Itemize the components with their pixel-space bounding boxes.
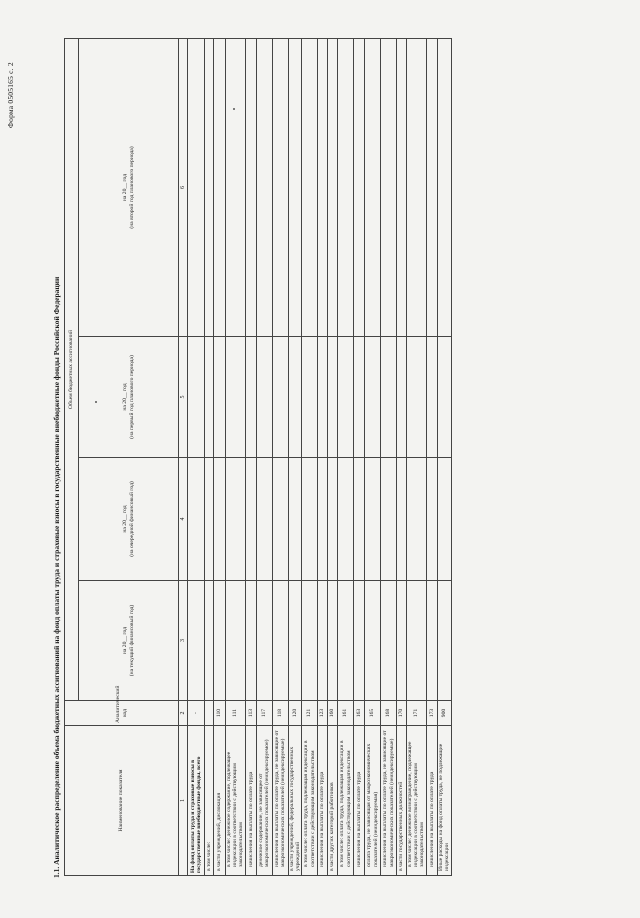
value-cell[interactable] [245,458,256,581]
table-row [381,39,397,876]
column-number: 4 [179,458,188,581]
value-cell[interactable] [354,458,365,581]
table-row [437,39,451,876]
form-code: Форма 0505165 с. 2 [6,62,15,128]
table-row [328,39,338,876]
header-col3-year: на 20__ год [122,626,129,655]
value-cell[interactable] [272,458,288,581]
row-label: в том числе: денежное вознаграждение, подлежащее индексации в соответствии с действующим законодательством [407,726,427,876]
value-cell[interactable] [381,458,397,581]
value-cell[interactable] [272,337,288,458]
row-code: 170 [397,701,407,726]
value-cell[interactable] [328,39,338,337]
column-number: 6 [179,39,188,337]
header-col4 [79,458,179,581]
value-cell[interactable] [397,39,407,337]
value-cell[interactable] [407,581,427,701]
value-cell[interactable] [397,458,407,581]
table-row [397,39,407,876]
value-cell[interactable] [188,581,205,701]
value-cell[interactable] [226,337,246,458]
table-row [365,39,381,876]
value-cell[interactable] [188,39,205,337]
table-row [288,39,301,876]
row-code: 165 [365,701,381,726]
table-row [205,39,214,876]
value-cell[interactable] [205,581,214,701]
header-col6 [79,39,179,337]
table-row [407,39,427,876]
value-cell[interactable] [397,581,407,701]
row-label: в части других категорий работников [328,726,338,876]
value-cell[interactable] [318,39,328,337]
value-cell[interactable] [407,458,427,581]
table-row [302,39,318,876]
value-cell[interactable] [256,458,272,581]
value-cell[interactable] [426,581,437,701]
section-heading: 1.1. Аналитическое распределение объема бюджетных ассигнований на фонд оплаты труда и страховые взносы в государственные внебюджетные фонды Российской Федерации [52,276,61,878]
value-cell[interactable] [328,458,338,581]
value-cell[interactable] [381,39,397,337]
row-code: 111 [226,701,246,726]
row-code: 118 [272,701,288,726]
row-label: начисления на выплаты по оплате труда [354,726,365,876]
value-cell[interactable] [302,458,318,581]
value-cell[interactable] [328,581,338,701]
header-col5 [79,337,179,458]
value-cell[interactable] [302,337,318,458]
row-label: в части государственных должностей [397,726,407,876]
value-cell[interactable] [407,337,427,458]
value-cell[interactable] [437,39,451,337]
row-label: начисления на выплаты по оплате труда, не зависящие от макроэкономических показателей (неиндексируемые) [381,726,397,876]
header-col3 [79,581,179,701]
row-label: Иные расходы на фонд оплаты труда, не подлежащие индексации [437,726,451,876]
row-code: 120 [288,701,301,726]
value-cell[interactable] [226,581,246,701]
value-cell[interactable] [188,458,205,581]
header-col5-note: (на первый год планового периода) [128,355,135,439]
header-indicator: Наименование показателя [65,726,179,876]
row-label: начисления на выплаты по оплате труда [426,726,437,876]
value-cell[interactable] [328,337,338,458]
row-code: 160 [328,701,338,726]
row-label: в части учреждений, дислокация [214,726,226,876]
row-label: в том числе: оплата труда, подлежащая индексации в соответствии с действующим законодательством [302,726,318,876]
value-cell[interactable] [426,337,437,458]
value-cell[interactable] [214,337,226,458]
column-number: 3 [179,581,188,701]
table-row [256,39,272,876]
row-code: 117 [256,701,272,726]
value-cell[interactable] [302,581,318,701]
value-cell[interactable] [226,39,246,337]
row-code [205,701,214,726]
value-cell[interactable] [354,337,365,458]
table-row [226,39,246,876]
value-cell[interactable] [205,39,214,337]
table-row [354,39,365,876]
table-row [245,39,256,876]
row-label: начисления на выплаты по оплате труда [318,726,328,876]
value-cell[interactable] [365,337,381,458]
row-label: в том числе: денежное содержание, подлежащее индексации в соответствии с действующим законодательством [226,726,246,876]
row-label: в том числе: оплата труда, подлежащая индексации в соответствии с действующим законодательством [338,726,354,876]
column-number: 5 [179,337,188,458]
row-label: начисления на выплаты по оплате труда [245,726,256,876]
header-col4-note: (на очередной финансовый год) [128,481,135,557]
row-code: 123 [318,701,328,726]
budget-allocation-table [64,38,452,876]
table-body [188,39,452,876]
value-cell[interactable] [426,39,437,337]
value-cell[interactable] [214,39,226,337]
value-cell[interactable] [318,581,328,701]
value-cell[interactable] [365,39,381,337]
value-cell[interactable] [245,39,256,337]
value-cell[interactable] [365,581,381,701]
row-label: в том числе: [205,726,214,876]
row-label: На фонд оплаты труда и страховые взносы в государственные внебюджетные фонды, всего [188,726,205,876]
row-code: 121 [302,701,318,726]
column-number: 1 [179,726,188,876]
value-cell[interactable] [397,337,407,458]
value-cell[interactable] [214,581,226,701]
header-col6-year: на 20__ год [122,173,129,202]
table-row [188,39,205,876]
value-cell[interactable] [214,458,226,581]
value-cell[interactable] [302,39,318,337]
value-cell[interactable] [437,458,451,581]
value-cell[interactable] [407,39,427,337]
row-code: 113 [245,701,256,726]
table-row [318,39,328,876]
row-code: 171 [407,701,427,726]
value-cell[interactable] [256,581,272,701]
header-col3-note: (на текущий финансовый год) [128,604,135,677]
row-code: - [188,701,205,726]
value-cell[interactable] [338,581,354,701]
value-cell[interactable] [318,337,328,458]
value-cell[interactable] [272,581,288,701]
value-cell[interactable] [318,458,328,581]
column-number: 2 [179,701,188,726]
value-cell[interactable] [354,39,365,337]
header-col5-year: на 20__ год [122,383,129,411]
row-label: в части учреждений, федеральных государственных учреждений [288,726,301,876]
value-cell[interactable] [288,39,301,337]
value-cell[interactable] [381,581,397,701]
row-code: 168 [381,701,397,726]
value-cell[interactable] [437,581,451,701]
value-cell[interactable] [188,337,205,458]
row-label: оплата труда, не зависящая от макроэкономических показателей (неиндексируемая) [365,726,381,876]
row-code: 161 [338,701,354,726]
value-cell[interactable] [205,337,214,458]
row-code: 173 [426,701,437,726]
table-row [272,39,288,876]
value-cell[interactable] [338,337,354,458]
value-cell[interactable] [426,458,437,581]
value-cell[interactable] [437,337,451,458]
value-cell[interactable] [338,39,354,337]
value-cell[interactable] [226,458,246,581]
value-cell[interactable] [245,581,256,701]
header-col6-note: (на второй год планового периода) [128,146,135,229]
row-code: 110 [214,701,226,726]
value-cell[interactable] [205,458,214,581]
value-cell[interactable] [288,337,301,458]
value-cell[interactable] [381,337,397,458]
value-cell[interactable] [288,581,301,701]
row-label: начисления на выплаты по оплате труда, не зависящие от макроэкономических показателей (неиндексируемые) [272,726,288,876]
value-cell[interactable] [365,458,381,581]
row-label: денежное содержание, не зависящее от макроэкономических показателей (неиндексируемое) [256,726,272,876]
row-code: 163 [354,701,365,726]
value-cell[interactable] [354,581,365,701]
value-cell[interactable] [288,458,301,581]
table-row [426,39,437,876]
header-volume-group: Объем бюджетных ассигнований [65,39,79,701]
value-cell[interactable] [256,337,272,458]
value-cell[interactable] [245,337,256,458]
table-row [214,39,226,876]
header-col4-year: на 20__ год [122,505,129,533]
value-cell[interactable] [272,39,288,337]
value-cell[interactable] [256,39,272,337]
row-code: 900 [437,701,451,726]
table-row [338,39,354,876]
header-code: Аналитический код [65,701,179,726]
value-cell[interactable] [338,458,354,581]
